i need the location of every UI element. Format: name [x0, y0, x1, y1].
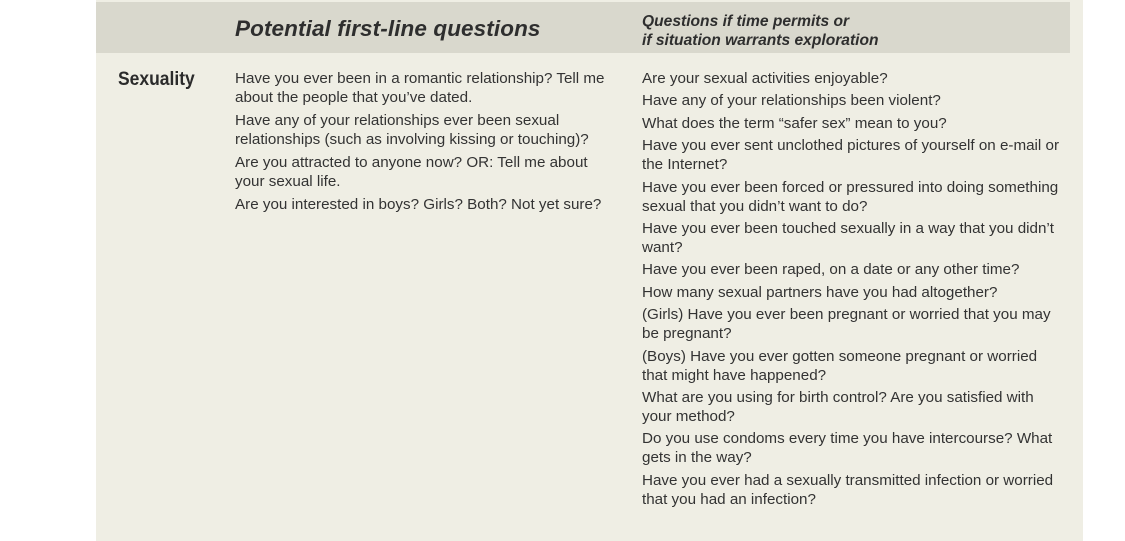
list-item: Have any of your relationships ever been sexual relationships (such as involving kissing or touching)? [235, 112, 589, 148]
first-line-questions-list [235, 69, 607, 218]
if-time-column-header [642, 12, 879, 50]
list-item: Have any of your relationships been violent? [642, 92, 941, 110]
list-item: What are you using for birth control? Are you satisfied with your method? [642, 388, 1034, 425]
list-item: Are you attracted to anyone now? OR: Tell me about your sexual life. [235, 154, 588, 190]
first-line-column-header: Potential first-line questions [235, 16, 541, 41]
if-time-header-line-1: Questions if time permits or [642, 13, 850, 30]
list-item: Have you ever sent unclothed pictures of yourself on e-mail or the Internet? [642, 137, 1060, 174]
if-time-questions-list [642, 69, 1062, 512]
list-item: (Girls) Have you ever been pregnant or worried that you may be pregnant? [642, 306, 1051, 343]
list-item: Have you ever been forced or pressured into doing something sexual that you didn’t want to do? [642, 178, 1059, 215]
list-item: Are you interested in boys? Girls? Both? Not yet sure? [235, 196, 602, 213]
list-item: What does the term “safer sex” mean to you? [642, 114, 947, 132]
list-item: Are your sexual activities enjoyable? [642, 70, 888, 87]
list-item: Have you ever been in a romantic relationship? Tell me about the people that you’ve dated. [235, 70, 605, 106]
list-item: Have you ever had a sexually transmitted infection or worried that you had an infection? [642, 471, 1054, 508]
list-item: Have you ever been raped, on a date or any other time? [642, 261, 1020, 279]
row-label-sexuality: Sexuality [118, 69, 195, 90]
list-item: (Boys) Have you ever gotten someone pregnant or worried that might have happened? [642, 347, 1038, 384]
list-item: Have you ever been touched sexually in a way that you didn’t want? [642, 219, 1055, 256]
list-item: Do you use condoms every time you have intercourse? What gets in the way? [642, 430, 1053, 467]
if-time-header-line-2: if situation warrants exploration [642, 32, 879, 49]
list-item: How many sexual partners have you had altogether? [642, 283, 998, 301]
